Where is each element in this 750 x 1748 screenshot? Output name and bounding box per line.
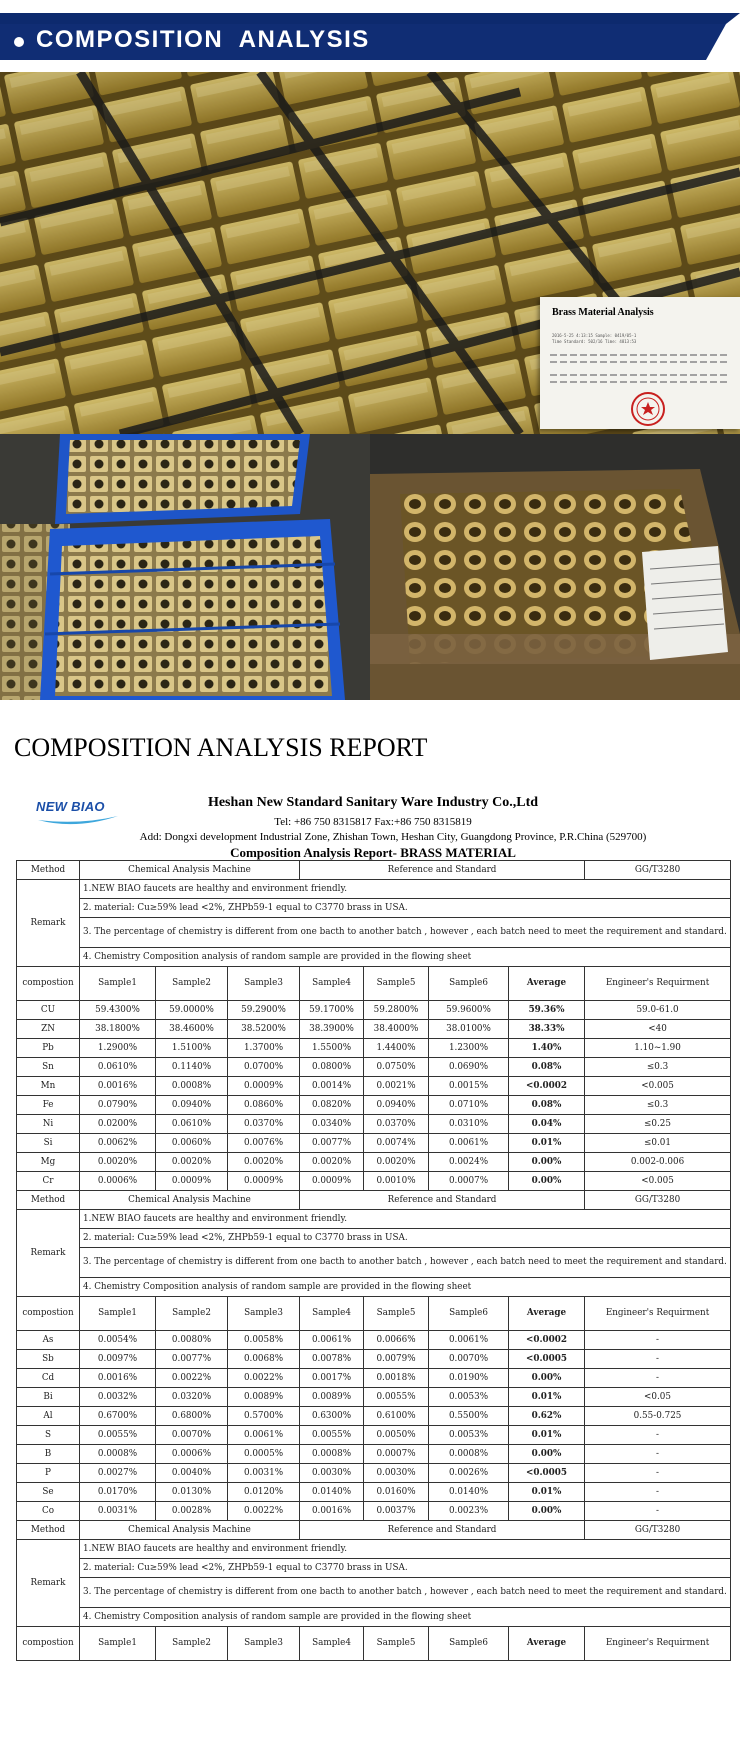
requirement-header: Engineer's Requirment — [585, 1297, 731, 1331]
sample-value: 0.0028% — [156, 1502, 228, 1521]
sample-value: 0.0089% — [228, 1388, 300, 1407]
column-header-row — [17, 1627, 731, 1661]
element-row — [17, 1001, 731, 1020]
sample-value: 0.0030% — [300, 1464, 364, 1483]
sample-value: 0.0018% — [364, 1369, 429, 1388]
sample-value: 59.2800% — [364, 1001, 429, 1020]
reference-label: Reference and Standard — [300, 861, 585, 880]
remark-text: 1.NEW BIAO faucets are healthy and environment friendly. — [80, 1540, 731, 1559]
sample-value: 0.0061% — [429, 1134, 509, 1153]
sample-header: Sample5 — [364, 1297, 429, 1331]
sample-value: 0.0007% — [429, 1172, 509, 1191]
method-label: Method — [17, 861, 80, 880]
sample-value: 0.0024% — [429, 1153, 509, 1172]
sample-header: Sample6 — [429, 967, 509, 1001]
sample-value: 0.0022% — [156, 1369, 228, 1388]
method-machine: Chemical Analysis Machine — [80, 1521, 300, 1540]
requirement-value: ≤0.25 — [585, 1115, 731, 1134]
element-symbol: Al — [17, 1407, 80, 1426]
method-row — [17, 1521, 731, 1540]
analysis-paper-title: Brass Material Analysis — [552, 307, 654, 318]
sample-value: 0.0055% — [80, 1426, 156, 1445]
element-symbol: ZN — [17, 1020, 80, 1039]
analysis-paper — [540, 297, 740, 429]
remark-text: 1.NEW BIAO faucets are healthy and environment friendly. — [80, 880, 731, 899]
sample-value: 0.0023% — [429, 1502, 509, 1521]
sample-value: 0.0037% — [364, 1502, 429, 1521]
sample-header: Sample5 — [364, 1627, 429, 1661]
requirement-value: - — [585, 1426, 731, 1445]
remark-text: 3. The percentage of chemistry is different from one bacth to another batch , however , each batch need to meet the requirement and standard. — [80, 1578, 731, 1608]
banner-title: COMPOSITION ANALYSIS — [36, 26, 370, 53]
element-symbol: Cr — [17, 1172, 80, 1191]
analysis-paper-text-lines — [550, 349, 735, 389]
sample-value: 38.4600% — [156, 1020, 228, 1039]
element-symbol: Ni — [17, 1115, 80, 1134]
analysis-paper-line: 2016-5-25 4:13:15 Sample: 0419/05-1 — [552, 333, 637, 338]
sample-header: Sample6 — [429, 1297, 509, 1331]
sample-header: Sample3 — [228, 967, 300, 1001]
sample-value: 0.0190% — [429, 1369, 509, 1388]
sample-value: 0.0016% — [300, 1502, 364, 1521]
sample-value: 0.0014% — [300, 1077, 364, 1096]
element-row — [17, 1153, 731, 1172]
sample-value: 0.0008% — [300, 1445, 364, 1464]
remark-row — [17, 1248, 731, 1278]
average-header: Average — [509, 967, 585, 1001]
sample-value: 0.0370% — [364, 1115, 429, 1134]
bullet-icon — [14, 37, 24, 47]
sample-value: 0.0750% — [364, 1058, 429, 1077]
average-value: <0.0005 — [509, 1464, 585, 1483]
sample-value: 1.5500% — [300, 1039, 364, 1058]
brass-fittings-box-photo — [370, 434, 740, 700]
requirement-value: 0.002-0.006 — [585, 1153, 731, 1172]
average-value: 59.36% — [509, 1001, 585, 1020]
remark-row — [17, 918, 731, 948]
remark-text: 2. material: Cu≥59% lead <2%, ZHPb59-1 equal to C3770 brass in USA. — [80, 899, 731, 918]
element-row — [17, 1426, 731, 1445]
requirement-header: Engineer's Requirment — [585, 1627, 731, 1661]
remark-row — [17, 1578, 731, 1608]
remark-text: 1.NEW BIAO faucets are healthy and environment friendly. — [80, 1210, 731, 1229]
sample-value: 59.0000% — [156, 1001, 228, 1020]
sample-value: 0.0200% — [80, 1115, 156, 1134]
sample-header: Sample1 — [80, 1297, 156, 1331]
sample-value: 0.0077% — [300, 1134, 364, 1153]
method-label: Method — [17, 1521, 80, 1540]
sample-value: 0.0020% — [80, 1153, 156, 1172]
sample-value: 0.0310% — [429, 1115, 509, 1134]
company-address: Add: Dongxi development Industrial Zone, Zhishan Town, Heshan City, Guangdong Province, P.R.China (529700) — [139, 831, 647, 843]
sample-value: 0.0610% — [156, 1115, 228, 1134]
sample-value: 0.0031% — [228, 1464, 300, 1483]
sample-value: 0.0370% — [228, 1115, 300, 1134]
sample-value: 0.0068% — [228, 1350, 300, 1369]
element-row — [17, 1096, 731, 1115]
element-row — [17, 1350, 731, 1369]
requirement-value: <0.005 — [585, 1172, 731, 1191]
requirement-value: ≤0.01 — [585, 1134, 731, 1153]
average-value: 1.40% — [509, 1039, 585, 1058]
sample-value: 0.0058% — [228, 1331, 300, 1350]
sample-value: 0.0700% — [228, 1058, 300, 1077]
remark-row — [17, 1540, 731, 1559]
sample-value: 38.4000% — [364, 1020, 429, 1039]
average-header: Average — [509, 1297, 585, 1331]
reference-label: Reference and Standard — [300, 1521, 585, 1540]
sample-value: 0.0610% — [80, 1058, 156, 1077]
average-value: 0.01% — [509, 1388, 585, 1407]
column-header-row — [17, 967, 731, 1001]
sample-header: Sample1 — [80, 967, 156, 1001]
sample-value: 0.0016% — [80, 1369, 156, 1388]
remark-row — [17, 1229, 731, 1248]
remark-label: Remark — [17, 880, 80, 967]
sample-value: 59.2900% — [228, 1001, 300, 1020]
sample-value: 1.2300% — [429, 1039, 509, 1058]
element-row — [17, 1407, 731, 1426]
method-machine: Chemical Analysis Machine — [80, 1191, 300, 1210]
sample-value: 0.1140% — [156, 1058, 228, 1077]
element-symbol: CU — [17, 1001, 80, 1020]
sample-value: 1.4400% — [364, 1039, 429, 1058]
brass-parts-crates-image — [0, 434, 370, 700]
sample-value: 0.0061% — [300, 1331, 364, 1350]
report-title: Composition Analysis Report- BRASS MATERIAL — [230, 845, 516, 860]
element-symbol: S — [17, 1426, 80, 1445]
sample-value: 0.0940% — [364, 1096, 429, 1115]
brass-ingots-photo — [0, 72, 740, 434]
element-row — [17, 1172, 731, 1191]
element-row — [17, 1039, 731, 1058]
sample-value: 0.0140% — [300, 1483, 364, 1502]
remark-label: Remark — [17, 1540, 80, 1627]
sample-value: 0.0054% — [80, 1331, 156, 1350]
sample-value: 59.9600% — [429, 1001, 509, 1020]
element-row — [17, 1020, 731, 1039]
sample-header: Sample5 — [364, 967, 429, 1001]
sample-value: 0.5700% — [228, 1407, 300, 1426]
composition-table — [16, 860, 731, 1661]
requirement-value: - — [585, 1445, 731, 1464]
sample-value: 0.0020% — [156, 1153, 228, 1172]
sample-value: 0.0077% — [156, 1350, 228, 1369]
average-value: 0.62% — [509, 1407, 585, 1426]
element-symbol: Pb — [17, 1039, 80, 1058]
average-value: 0.08% — [509, 1096, 585, 1115]
sample-value: 38.1800% — [80, 1020, 156, 1039]
sample-value: 0.0021% — [364, 1077, 429, 1096]
sample-value: 0.0020% — [364, 1153, 429, 1172]
sample-value: 0.0800% — [300, 1058, 364, 1077]
element-row — [17, 1058, 731, 1077]
requirement-value: - — [585, 1331, 731, 1350]
sample-header: Sample6 — [429, 1627, 509, 1661]
element-row — [17, 1483, 731, 1502]
average-value: <0.0005 — [509, 1350, 585, 1369]
element-symbol: Sn — [17, 1058, 80, 1077]
composition-header: compostion — [17, 1297, 80, 1331]
sample-value: 0.0710% — [429, 1096, 509, 1115]
sample-value: 0.0076% — [228, 1134, 300, 1153]
sample-value: 0.0053% — [429, 1388, 509, 1407]
sample-value: 0.0008% — [429, 1445, 509, 1464]
sample-value: 0.0062% — [80, 1134, 156, 1153]
sample-value: 0.5500% — [429, 1407, 509, 1426]
sample-header: Sample3 — [228, 1297, 300, 1331]
element-symbol: Mg — [17, 1153, 80, 1172]
company-contact: Tel: +86 750 8315817 Fax:+86 750 8315819 — [274, 816, 472, 828]
record-sheet — [642, 546, 728, 660]
sample-value: 0.0007% — [364, 1445, 429, 1464]
sample-value: 0.0015% — [429, 1077, 509, 1096]
sample-value: 0.0010% — [364, 1172, 429, 1191]
sample-value: 0.0016% — [80, 1077, 156, 1096]
remark-text: 3. The percentage of chemistry is different from one bacth to another batch , however , each batch need to meet the requirement and standard. — [80, 918, 731, 948]
element-symbol: Mn — [17, 1077, 80, 1096]
requirement-value: 59.0-61.0 — [585, 1001, 731, 1020]
remark-row — [17, 1210, 731, 1229]
analysis-report — [16, 795, 730, 1661]
sample-value: 0.0061% — [429, 1331, 509, 1350]
sample-value: 1.3700% — [228, 1039, 300, 1058]
remark-text: 4. Chemistry Composition analysis of random sample are provided in the flowing sheet — [80, 1608, 731, 1627]
sample-value: 38.0100% — [429, 1020, 509, 1039]
element-row — [17, 1369, 731, 1388]
sample-header: Sample3 — [228, 1627, 300, 1661]
sample-value: 0.0097% — [80, 1350, 156, 1369]
element-row — [17, 1502, 731, 1521]
sample-value: 0.6300% — [300, 1407, 364, 1426]
sample-value: 0.0030% — [364, 1464, 429, 1483]
remark-text: 4. Chemistry Composition analysis of random sample are provided in the flowing sheet — [80, 948, 731, 967]
sample-value: 0.0008% — [156, 1077, 228, 1096]
sample-value: 0.0027% — [80, 1464, 156, 1483]
element-row — [17, 1388, 731, 1407]
sample-value: 0.0009% — [156, 1172, 228, 1191]
analysis-paper-line: Time Standard: 502/16 Time: 4813:53 — [552, 339, 637, 344]
sample-value: 0.0009% — [300, 1172, 364, 1191]
sample-value: 0.0032% — [80, 1388, 156, 1407]
sample-header: Sample4 — [300, 1627, 364, 1661]
sample-value: 59.4300% — [80, 1001, 156, 1020]
sample-value: 0.0070% — [429, 1350, 509, 1369]
remark-text: 2. material: Cu≥59% lead <2%, ZHPb59-1 equal to C3770 brass in USA. — [80, 1559, 731, 1578]
sample-value: 0.0005% — [228, 1445, 300, 1464]
average-value: 0.00% — [509, 1172, 585, 1191]
sample-value: 0.0060% — [156, 1134, 228, 1153]
sample-value: 0.0120% — [228, 1483, 300, 1502]
sample-header: Sample2 — [156, 967, 228, 1001]
average-header: Average — [509, 1627, 585, 1661]
average-value: 0.00% — [509, 1153, 585, 1172]
element-row — [17, 1331, 731, 1350]
element-row — [17, 1134, 731, 1153]
average-value: 38.33% — [509, 1020, 585, 1039]
sample-value: 0.0820% — [300, 1096, 364, 1115]
method-label: Method — [17, 1191, 80, 1210]
sample-value: 0.0031% — [80, 1502, 156, 1521]
element-symbol: Si — [17, 1134, 80, 1153]
requirement-value: <40 — [585, 1020, 731, 1039]
sample-value: 0.0066% — [364, 1331, 429, 1350]
sample-value: 1.2900% — [80, 1039, 156, 1058]
sample-value: 0.6800% — [156, 1407, 228, 1426]
remark-row — [17, 1559, 731, 1578]
standard-code: GG/T3280 — [585, 1191, 731, 1210]
sample-value: 0.0055% — [364, 1388, 429, 1407]
average-value: 0.01% — [509, 1483, 585, 1502]
remark-label: Remark — [17, 1210, 80, 1297]
average-value: 0.00% — [509, 1445, 585, 1464]
report-letterhead — [16, 795, 730, 860]
sample-value: 0.6700% — [80, 1407, 156, 1426]
sample-header: Sample2 — [156, 1297, 228, 1331]
sample-value: 0.0160% — [364, 1483, 429, 1502]
average-value: 0.04% — [509, 1115, 585, 1134]
element-row — [17, 1115, 731, 1134]
element-symbol: Co — [17, 1502, 80, 1521]
requirement-value: ≤0.3 — [585, 1096, 731, 1115]
sample-value: 0.0170% — [80, 1483, 156, 1502]
sample-value: 0.0009% — [228, 1172, 300, 1191]
requirement-value: - — [585, 1350, 731, 1369]
sample-value: 0.0022% — [228, 1369, 300, 1388]
sample-value: 0.0080% — [156, 1331, 228, 1350]
sample-value: 0.0089% — [300, 1388, 364, 1407]
requirement-value: 0.55-0.725 — [585, 1407, 731, 1426]
remark-text: 2. material: Cu≥59% lead <2%, ZHPb59-1 equal to C3770 brass in USA. — [80, 1229, 731, 1248]
sample-value: 0.0055% — [300, 1426, 364, 1445]
element-symbol: Fe — [17, 1096, 80, 1115]
remark-row — [17, 948, 731, 967]
average-value: 0.01% — [509, 1134, 585, 1153]
standard-code: GG/T3280 — [585, 861, 731, 880]
standard-code: GG/T3280 — [585, 1521, 731, 1540]
sample-value: 0.0140% — [429, 1483, 509, 1502]
average-value: 0.00% — [509, 1369, 585, 1388]
brass-fittings-box-image — [370, 434, 740, 700]
sample-value: 0.0020% — [300, 1153, 364, 1172]
element-symbol: P — [17, 1464, 80, 1483]
sample-value: 0.0074% — [364, 1134, 429, 1153]
requirement-value: - — [585, 1483, 731, 1502]
sample-value: 0.0050% — [364, 1426, 429, 1445]
sample-value: 0.0006% — [80, 1172, 156, 1191]
requirement-header: Engineer's Requirment — [585, 967, 731, 1001]
sample-value: 0.0320% — [156, 1388, 228, 1407]
element-symbol: B — [17, 1445, 80, 1464]
sample-value: 0.0340% — [300, 1115, 364, 1134]
sample-header: Sample4 — [300, 967, 364, 1001]
requirement-value: - — [585, 1464, 731, 1483]
sample-header: Sample1 — [80, 1627, 156, 1661]
average-value: <0.0002 — [509, 1331, 585, 1350]
sample-value: 38.3900% — [300, 1020, 364, 1039]
method-machine: Chemical Analysis Machine — [80, 861, 300, 880]
sample-header: Sample4 — [300, 1297, 364, 1331]
remark-row — [17, 1608, 731, 1627]
sample-value: 0.6100% — [364, 1407, 429, 1426]
report-heading: COMPOSITION ANALYSIS REPORT — [14, 733, 428, 762]
element-symbol: Sb — [17, 1350, 80, 1369]
sample-value: 0.0008% — [80, 1445, 156, 1464]
requirement-value: - — [585, 1502, 731, 1521]
composition-header: compostion — [17, 967, 80, 1001]
sample-value: 0.0130% — [156, 1483, 228, 1502]
sample-value: 0.0690% — [429, 1058, 509, 1077]
sample-value: 0.0053% — [429, 1426, 509, 1445]
average-value: 0.00% — [509, 1502, 585, 1521]
sample-value: 0.0078% — [300, 1350, 364, 1369]
remark-text: 3. The percentage of chemistry is different from one bacth to another batch , however , each batch need to meet the requirement and standard. — [80, 1248, 731, 1278]
requirement-value: 1.10~1.90 — [585, 1039, 731, 1058]
red-seal-icon — [628, 389, 668, 429]
sample-header: Sample2 — [156, 1627, 228, 1661]
element-symbol: Cd — [17, 1369, 80, 1388]
element-symbol: As — [17, 1331, 80, 1350]
logo-text: NEW BIAO — [36, 799, 105, 814]
average-value: 0.01% — [509, 1426, 585, 1445]
sample-value: 0.0790% — [80, 1096, 156, 1115]
element-row — [17, 1077, 731, 1096]
sample-value: 59.1700% — [300, 1001, 364, 1020]
brass-parts-crates-photo — [0, 434, 370, 700]
column-header-row — [17, 1297, 731, 1331]
sample-value: 38.5200% — [228, 1020, 300, 1039]
composition-header: compostion — [17, 1627, 80, 1661]
sample-value: 0.0040% — [156, 1464, 228, 1483]
average-value: 0.08% — [509, 1058, 585, 1077]
average-value: <0.0002 — [509, 1077, 585, 1096]
requirement-value: <0.05 — [585, 1388, 731, 1407]
element-symbol: Se — [17, 1483, 80, 1502]
remark-text: 4. Chemistry Composition analysis of random sample are provided in the flowing sheet — [80, 1278, 731, 1297]
requirement-value: <0.005 — [585, 1077, 731, 1096]
sample-value: 0.0026% — [429, 1464, 509, 1483]
sample-value: 0.0006% — [156, 1445, 228, 1464]
sample-value: 0.0017% — [300, 1369, 364, 1388]
sample-value: 1.5100% — [156, 1039, 228, 1058]
method-row — [17, 861, 731, 880]
element-symbol: Bi — [17, 1388, 80, 1407]
method-row — [17, 1191, 731, 1210]
remark-row — [17, 880, 731, 899]
requirement-value: ≤0.3 — [585, 1058, 731, 1077]
element-row — [17, 1464, 731, 1483]
remark-row — [17, 899, 731, 918]
company-name: Heshan New Standard Sanitary Ware Industry Co.,Ltd — [207, 795, 539, 810]
element-row — [17, 1445, 731, 1464]
sample-value: 0.0860% — [228, 1096, 300, 1115]
requirement-value: - — [585, 1369, 731, 1388]
reference-label: Reference and Standard — [300, 1191, 585, 1210]
sample-value: 0.0070% — [156, 1426, 228, 1445]
remark-row — [17, 1278, 731, 1297]
sample-value: 0.0061% — [228, 1426, 300, 1445]
section-banner — [0, 0, 750, 64]
sample-value: 0.0079% — [364, 1350, 429, 1369]
sample-value: 0.0020% — [228, 1153, 300, 1172]
sample-value: 0.0009% — [228, 1077, 300, 1096]
sample-value: 0.0022% — [228, 1502, 300, 1521]
sample-value: 0.0940% — [156, 1096, 228, 1115]
